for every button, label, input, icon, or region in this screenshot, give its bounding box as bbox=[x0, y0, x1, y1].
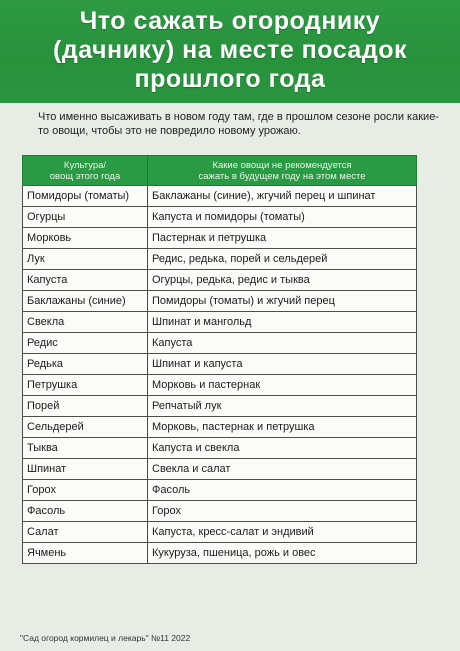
not-recommended-cell: Репчатый лук bbox=[148, 396, 417, 417]
table-row bbox=[23, 396, 417, 417]
intro-text: Что именно высаживать в новом году там, где в прошлом сезоне росли какие-то овощи, чтобы это не повредило новому урожаю. bbox=[38, 111, 439, 137]
title-line-3: прошлого года bbox=[134, 65, 326, 93]
title-banner bbox=[0, 0, 460, 103]
table-header-row bbox=[23, 156, 417, 186]
not-recommended-cell: Баклажаны (синие), жгучий перец и шпинат bbox=[148, 186, 417, 207]
crop-cell: Горох bbox=[23, 480, 148, 501]
crop-cell: Редис bbox=[23, 333, 148, 354]
not-recommended-cell: Капуста bbox=[148, 333, 417, 354]
crop-cell: Редька bbox=[23, 354, 148, 375]
not-recommended-cell: Помидоры (томаты) и жгучий перец bbox=[148, 291, 417, 312]
not-recommended-cell: Пастернак и петрушка bbox=[148, 228, 417, 249]
header-crop-line-1: Культура/ bbox=[63, 159, 107, 171]
not-recommended-cell: Шпинат и капуста bbox=[148, 354, 417, 375]
table-row bbox=[23, 417, 417, 438]
table-row bbox=[23, 249, 417, 270]
table-row bbox=[23, 459, 417, 480]
table-row bbox=[23, 354, 417, 375]
header-crop bbox=[23, 156, 148, 186]
not-recommended-cell: Капуста и свекла bbox=[148, 438, 417, 459]
table-row bbox=[23, 522, 417, 543]
not-recommended-cell: Морковь и пастернак bbox=[148, 375, 417, 396]
table-row bbox=[23, 333, 417, 354]
crop-cell: Ячмень bbox=[23, 543, 148, 564]
crop-cell: Помидоры (томаты) bbox=[23, 186, 148, 207]
title-line-1: Что сажать огороднику bbox=[79, 7, 381, 35]
crop-cell: Свекла bbox=[23, 312, 148, 333]
table-row bbox=[23, 375, 417, 396]
intro-paragraph bbox=[38, 110, 448, 138]
header-not-recommended-line-1: Какие овощи не рекомендуется bbox=[212, 159, 352, 171]
table-row bbox=[23, 270, 417, 291]
table-row bbox=[23, 480, 417, 501]
crop-cell: Тыква bbox=[23, 438, 148, 459]
table-row bbox=[23, 438, 417, 459]
header-not-recommended bbox=[148, 156, 417, 186]
crop-cell: Лук bbox=[23, 249, 148, 270]
not-recommended-cell: Огурцы, редька, редис и тыква bbox=[148, 270, 417, 291]
crop-cell: Баклажаны (синие) bbox=[23, 291, 148, 312]
table-row bbox=[23, 312, 417, 333]
header-not-recommended-line-2: сажать в будущем году на этом месте bbox=[198, 170, 366, 182]
crop-cell: Салат bbox=[23, 522, 148, 543]
crop-rotation-table bbox=[22, 155, 417, 564]
table-row bbox=[23, 543, 417, 564]
crop-cell: Порей bbox=[23, 396, 148, 417]
crop-cell: Петрушка bbox=[23, 375, 148, 396]
not-recommended-cell: Фасоль bbox=[148, 480, 417, 501]
crop-cell: Капуста bbox=[23, 270, 148, 291]
crop-cell: Морковь bbox=[23, 228, 148, 249]
crop-cell: Сельдерей bbox=[23, 417, 148, 438]
not-recommended-cell: Кукуруза, пшеница, рожь и овес bbox=[148, 543, 417, 564]
not-recommended-cell: Капуста и помидоры (томаты) bbox=[148, 207, 417, 228]
source-caption: "Сад огород кормилец и лекарь" №11 2022 bbox=[20, 633, 191, 643]
not-recommended-cell: Морковь, пастернак и петрушка bbox=[148, 417, 417, 438]
not-recommended-cell: Свекла и салат bbox=[148, 459, 417, 480]
not-recommended-cell: Редис, редька, порей и сельдерей bbox=[148, 249, 417, 270]
table-row bbox=[23, 207, 417, 228]
not-recommended-cell: Горох bbox=[148, 501, 417, 522]
table-row bbox=[23, 186, 417, 207]
title-line-2: (дачнику) на месте посадок bbox=[53, 36, 407, 64]
table-row bbox=[23, 291, 417, 312]
crop-cell: Огурцы bbox=[23, 207, 148, 228]
header-crop-line-2: овощ этого года bbox=[49, 170, 121, 182]
crop-cell: Фасоль bbox=[23, 501, 148, 522]
table-row bbox=[23, 228, 417, 249]
table-row bbox=[23, 501, 417, 522]
not-recommended-cell: Капуста, кресс-салат и эндивий bbox=[148, 522, 417, 543]
not-recommended-cell: Шпинат и мангольд bbox=[148, 312, 417, 333]
crop-cell: Шпинат bbox=[23, 459, 148, 480]
